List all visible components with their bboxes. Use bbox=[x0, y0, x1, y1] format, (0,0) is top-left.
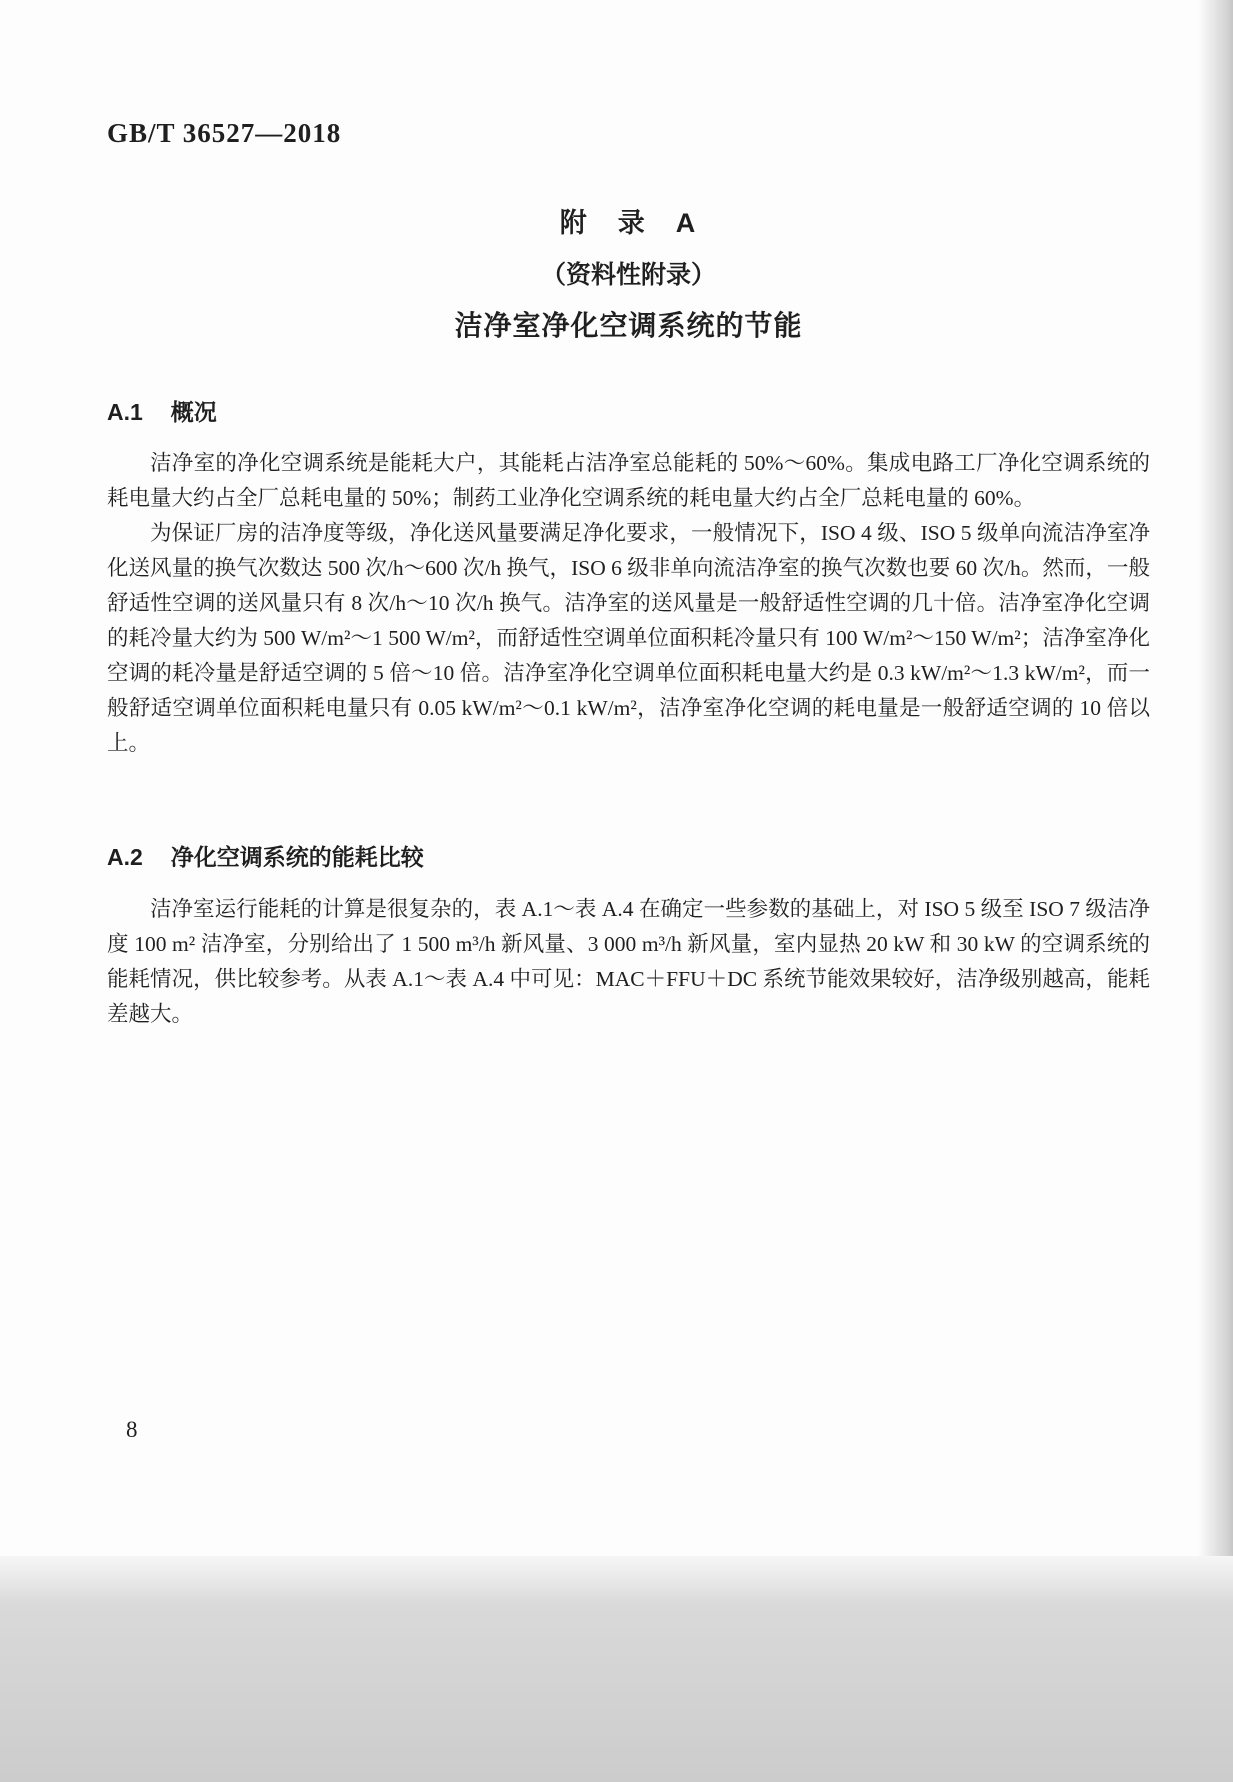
scan-edge-bottom bbox=[0, 1556, 1233, 1782]
appendix-title-block bbox=[107, 201, 1150, 344]
standard-number-header: GB/T 36527—2018 bbox=[107, 118, 342, 148]
section-heading-a2 bbox=[107, 839, 1150, 872]
appendix-title: 附 录 A bbox=[559, 208, 698, 238]
section-number: A.2 bbox=[107, 844, 143, 870]
paragraph: 洁净室的净化空调系统是能耗大户，其能耗占洁净室总能耗的 50%～60%。集成电路工厂净化空调系统的耗电量大约占全厂总耗电量的 50%；制药工业净化空调系统的耗电量大约占全厂总耗电量的 60%。 bbox=[107, 451, 1150, 510]
appendix-subtitle: （资料性附录） bbox=[540, 261, 716, 289]
section-title: 净化空调系统的能耗比较 bbox=[170, 844, 424, 870]
section-number: A.1 bbox=[107, 399, 143, 425]
section-a2-body bbox=[107, 892, 1150, 1032]
section-a1-body bbox=[107, 446, 1150, 761]
page-number: 8 bbox=[126, 1417, 138, 1442]
paragraph: 为保证厂房的洁净度等级，净化送风量要满足净化要求，一般情况下，ISO 4 级、ISO 5 级单向流洁净室净化送风量的换气次数达 500 次/h～600 次/h 换气，ISO 6 级非单向流洁净室的换气次数也要 60 次/h。然而，一般舒适性空调的送风量只有 8 次/h～10 次/h 换气。洁净室的送风量是一般舒适性空调的几十倍。洁净室净化空调的耗冷量大约为 500 W/m²～1 500 W/m²，而舒适性空调单位面积耗冷量只有 100 W/m²～150 W/m²；洁净室净化空调的耗冷量是舒适空调的 5 倍～10 倍。洁净室净化空调单位面积耗电量大约是 0.3 kW/m²～1.3 kW/m²，而一般舒适空调单位面积耗电量只有 0.05 kW/m²～0.1 kW/m²，洁净室净化空调的耗电量是一般舒适空调的 10 倍以上。 bbox=[107, 521, 1150, 755]
appendix-subject: 洁净室净化空调系统的节能 bbox=[454, 310, 803, 341]
scan-edge-right bbox=[1198, 0, 1233, 1782]
section-heading-a1 bbox=[107, 394, 1150, 427]
section-title: 概况 bbox=[170, 399, 217, 425]
paragraph: 洁净室运行能耗的计算是很复杂的，表 A.1～表 A.4 在确定一些参数的基础上，对 ISO 5 级至 ISO 7 级洁净度 100 m² 洁净室，分别给出了 1 500 m³/h 新风量、3 000 m³/h 新风量，室内显热 20 kW 和 30 kW 的空调系统的能耗情况，供比较参考。从表 A.1～表 A.4 中可见：MAC＋FFU＋DC 系统节能效果较好，洁净级别越高，能耗差越大。 bbox=[107, 897, 1150, 1026]
